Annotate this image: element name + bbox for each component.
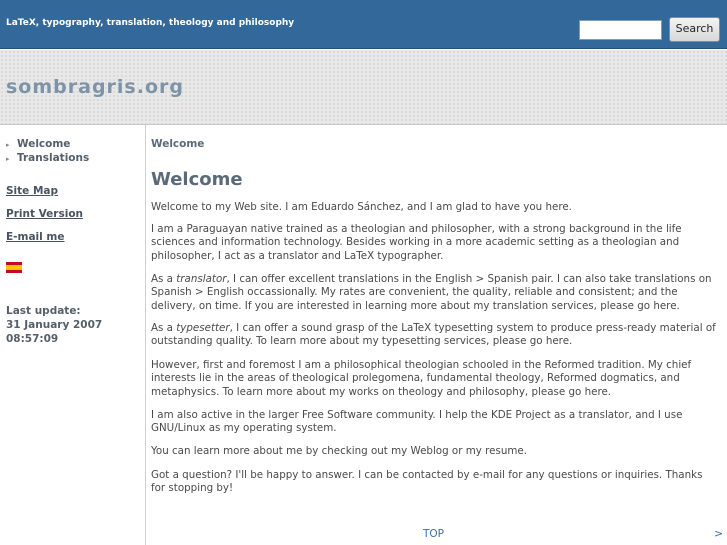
main-content: [147, 125, 727, 545]
sidebar-item-welcome[interactable]: [6, 138, 70, 150]
sidebar-item-translations[interactable]: [6, 152, 89, 164]
sidebar-item-label: Welcome: [17, 138, 71, 150]
search-input[interactable]: [579, 20, 662, 40]
last-update-date: 31 January 2007: [6, 319, 103, 331]
print-version-link[interactable]: Print Version: [6, 208, 84, 220]
paragraph-intro: Welcome to my Web site. I am Eduardo Sánchez, and I am glad to have you here.: [151, 201, 572, 213]
last-update-time: 08:57:09: [6, 333, 59, 345]
paragraph-translator: As a translator, I can offer excellent translations in the English > Spanish pair. I can also take translations on Spanish > English occassionally. My rates are convenient, the quality, reliable and consistent; and the delivery, on time. If you are interested in learning more about my translation services, please go here.: [151, 273, 712, 312]
paragraph-contact: Got a question? I'll be happy to answer. I can be contacted by e-mail for any questions or inquiries. Thanks for stopping by!: [151, 469, 703, 495]
paragraph-background: I am a Paraguayan native trained as a theologian and philosopher, with a strong background in the life sciences and information technology. Besides working in a more academic setting as a theologian and philosopher, I act as a translator and LaTeX typographer.: [151, 223, 682, 262]
breadcrumb: Welcome: [151, 138, 205, 150]
top-bar: [0, 0, 727, 49]
sidebar: [0, 125, 146, 545]
site-tagline: LaTeX, typography, translation, theology and philosophy: [6, 18, 295, 28]
spanish-flag-icon[interactable]: [6, 262, 22, 273]
paragraph-theology: However, first and foremost I am a philosophical theologian schooled in the Reformed tradition. My chief interests lie in the areas of theological prolegomena, fundamental theology, Reformed dogmatics, and metaphysics. To learn more about my works on theology and philosophy, please go here.: [151, 359, 692, 398]
sidebar-item-label: Translations: [17, 152, 90, 164]
paragraph-typesetter: As a typesetter, I can offer a sound grasp of the LaTeX typesetting system to produce press-ready material of outstanding quality. To learn more about my typesetting services, please go here.: [151, 322, 716, 348]
paragraph-free-software: I am also active in the larger Free Software community. I help the KDE Project as a translator, and I use GNU/Linux as my operating system.: [151, 409, 683, 435]
site-map-link[interactable]: Site Map: [6, 185, 59, 197]
site-name[interactable]: sombragris.org: [6, 76, 184, 98]
bullet-icon: ▸: [6, 141, 10, 149]
top-link[interactable]: TOP: [423, 528, 445, 540]
search-button[interactable]: Search: [669, 17, 720, 42]
last-update-label: Last update:: [6, 305, 81, 317]
email-link[interactable]: E-mail me: [6, 231, 65, 243]
bullet-icon: ▸: [6, 155, 10, 163]
paragraph-weblog: You can learn more about me by checking out my Weblog or my resume.: [151, 445, 527, 457]
next-page-link[interactable]: >: [714, 527, 724, 540]
site-banner: [0, 50, 727, 125]
page-title: Welcome: [151, 169, 243, 190]
